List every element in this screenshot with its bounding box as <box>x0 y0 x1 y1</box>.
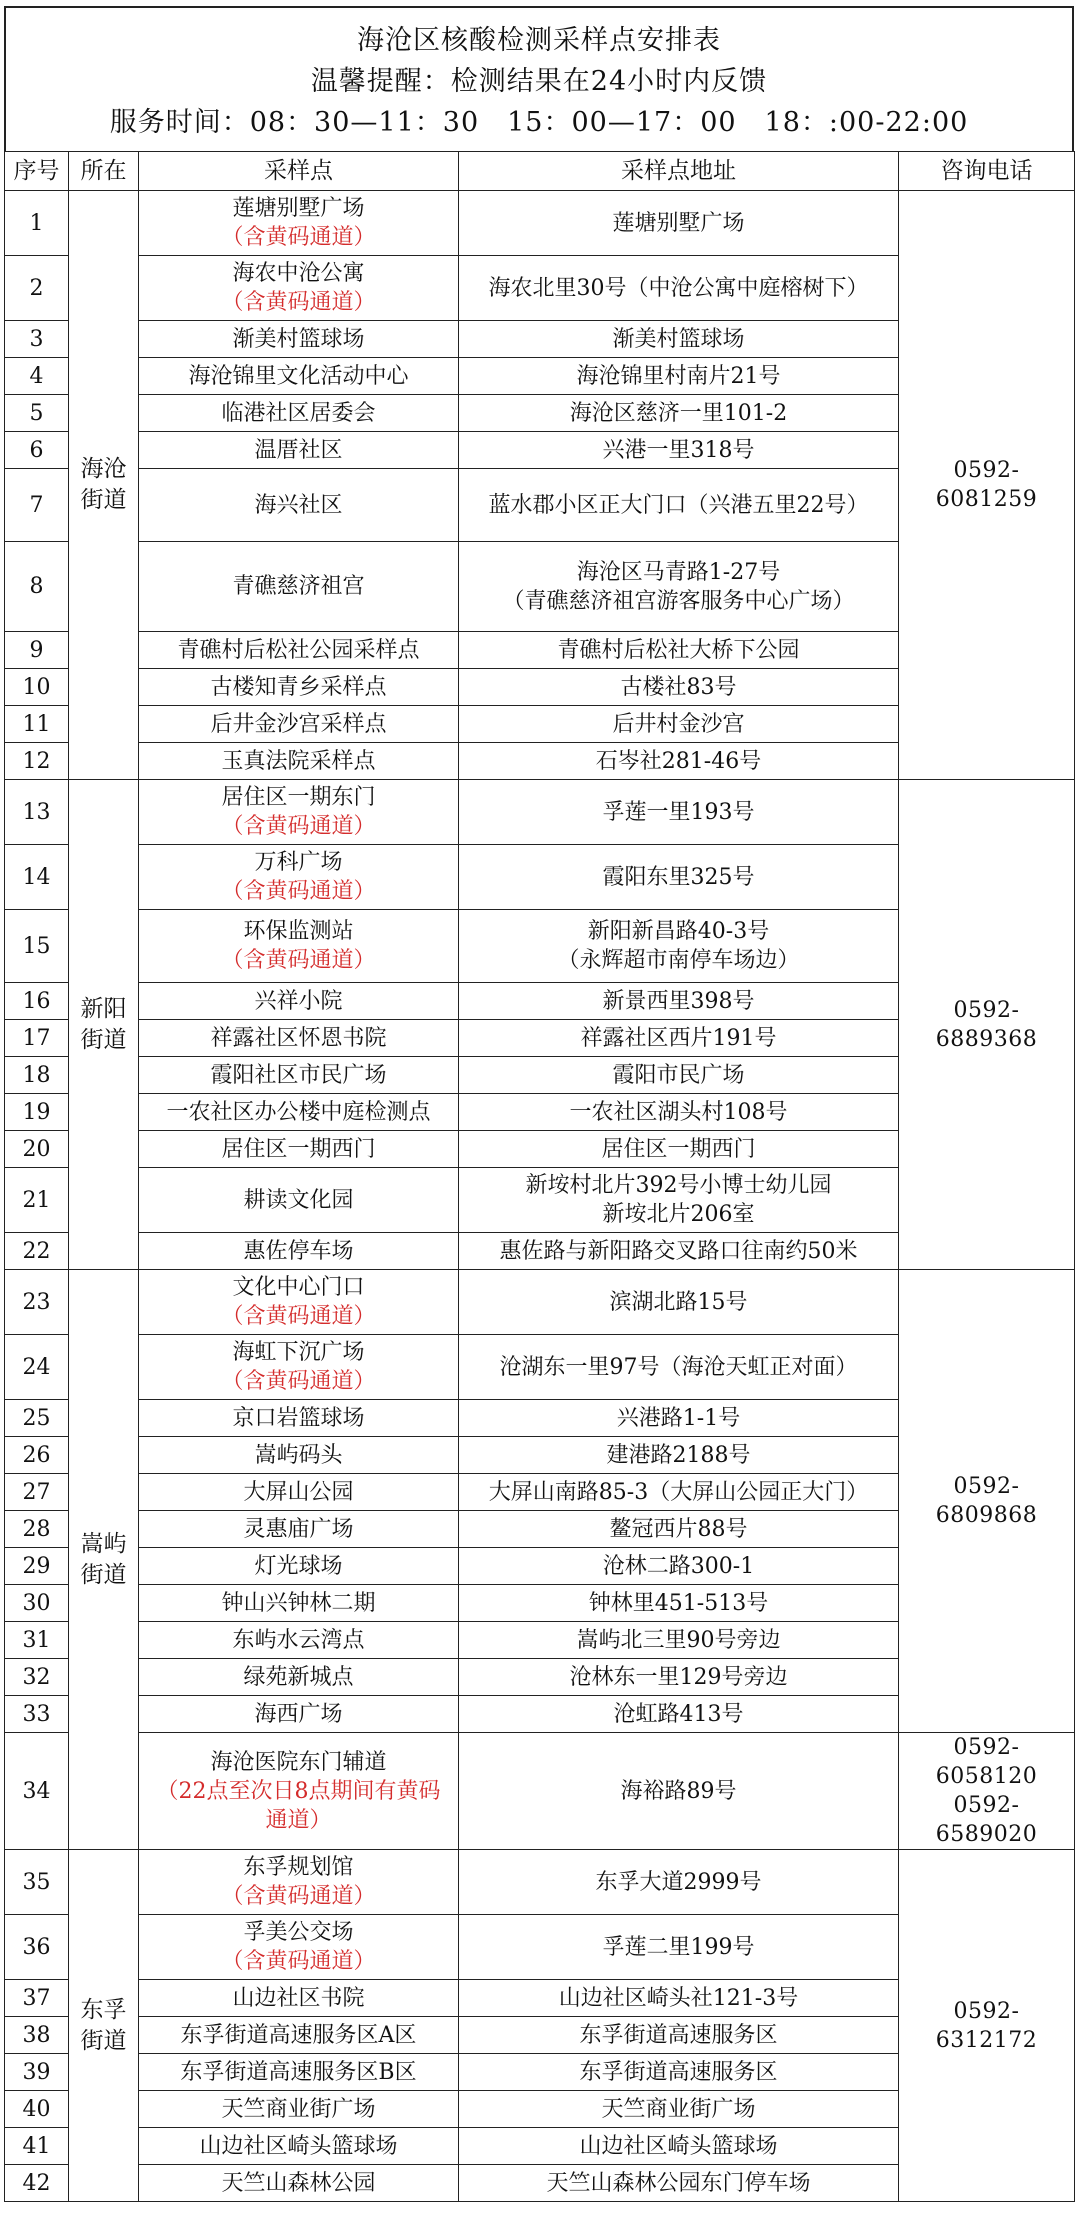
site-name-cell <box>139 432 459 469</box>
site-name-cell <box>139 1335 459 1400</box>
street-cell <box>69 1270 139 1850</box>
site-address <box>459 1850 899 1915</box>
row-number: 9 <box>5 632 69 669</box>
site-name-cell <box>139 2091 459 2128</box>
site-name: 莲塘别墅广场 <box>232 196 365 221</box>
site-address <box>459 321 899 358</box>
site-name-cell <box>139 632 459 669</box>
site-name-cell <box>139 1850 459 1915</box>
col-header-address: 采样点地址 <box>459 152 899 191</box>
site-name-cell <box>139 1659 459 1696</box>
row-number: 16 <box>5 983 69 1020</box>
site-name: 兴祥小院 <box>254 988 343 1014</box>
site-name-cell <box>139 743 459 780</box>
address-line: 古楼社83号 <box>620 674 737 700</box>
site-name-cell <box>139 1585 459 1622</box>
address-line: 惠佐路与新阳路交叉路口往南约50米 <box>499 1238 858 1264</box>
site-name: 万科广场 <box>254 850 343 875</box>
site-name-cell <box>139 2054 459 2091</box>
site-name: 天竺商业街广场 <box>221 2096 376 2122</box>
site-name: 玉真法院采样点 <box>221 748 376 774</box>
phone-number: 0592-6889368 <box>935 997 1038 1052</box>
site-name-cell <box>139 191 459 256</box>
table-row <box>5 1850 1075 1915</box>
row-number: 35 <box>5 1850 69 1915</box>
phone-number: 0592-6081259 <box>935 458 1038 512</box>
address-line: 青礁村后松社大桥下公园 <box>557 637 800 663</box>
street-name-line: 新阳 <box>80 995 127 1022</box>
table-row <box>5 1733 1075 1850</box>
address-line: 霞阳市民广场 <box>612 1062 745 1088</box>
site-name: 临港社区居委会 <box>221 400 376 426</box>
site-name-cell <box>139 2165 459 2202</box>
site-address <box>459 910 899 983</box>
site-name-cell <box>139 1980 459 2017</box>
site-address <box>459 2091 899 2128</box>
site-name-cell <box>139 542 459 632</box>
site-address <box>459 1335 899 1400</box>
site-name: 祥露社区怀恩书院 <box>210 1025 387 1051</box>
row-number: 36 <box>5 1915 69 1980</box>
phone-cell <box>899 1270 1075 1733</box>
site-name: 京口岩篮球场 <box>232 1405 365 1431</box>
row-number: 37 <box>5 1980 69 2017</box>
row-number: 30 <box>5 1585 69 1622</box>
col-header-phone: 咨询电话 <box>899 152 1075 191</box>
yellow-code-note: （含黄码通道） <box>221 879 376 904</box>
row-number: 34 <box>5 1733 69 1850</box>
site-name-cell <box>139 910 459 983</box>
address-line: 海裕路89号 <box>620 1778 737 1804</box>
address-line: 兴港一里318号 <box>602 437 755 463</box>
site-address <box>459 1659 899 1696</box>
site-address <box>459 1696 899 1733</box>
site-name-cell <box>139 1094 459 1131</box>
site-name-cell <box>139 706 459 743</box>
address-line: 鳌冠西片88号 <box>609 1516 748 1542</box>
yellow-code-note: （含黄码通道） <box>221 1884 376 1909</box>
address-line: 沧湖东一里97号（海沧天虹正对面） <box>499 1354 858 1380</box>
site-name-cell <box>139 1696 459 1733</box>
table-row <box>5 191 1075 256</box>
address-line: 莲塘别墅广场 <box>612 210 745 236</box>
address-line: 孚莲二里199号 <box>602 1934 755 1960</box>
row-number: 5 <box>5 395 69 432</box>
row-number: 24 <box>5 1335 69 1400</box>
site-name: 海沧锦里文化活动中心 <box>188 363 409 389</box>
site-name: 灯光球场 <box>254 1553 343 1579</box>
site-name: 文化中心门口 <box>232 1275 365 1300</box>
phone-number: 0592-6312172 <box>935 1998 1038 2053</box>
address-line: 山边社区崎头篮球场 <box>579 2133 778 2159</box>
sheet-header <box>4 6 1074 151</box>
site-name: 山边社区崎头篮球场 <box>199 2133 398 2159</box>
address-line: 新垵村北片392号小博士幼儿园 <box>525 1173 832 1198</box>
address-line: 海沧锦里村南片21号 <box>576 363 781 389</box>
site-address <box>459 1057 899 1094</box>
row-number: 15 <box>5 910 69 983</box>
site-name: 青礁慈济祖宫 <box>232 574 365 599</box>
row-number: 40 <box>5 2091 69 2128</box>
row-number: 17 <box>5 1020 69 1057</box>
phone-number: 0592-6058120 <box>935 1735 1038 1789</box>
address-line: 建港路2188号 <box>606 1442 751 1468</box>
site-name-cell <box>139 669 459 706</box>
site-address <box>459 2165 899 2202</box>
site-address <box>459 1622 899 1659</box>
table-row <box>5 1270 1075 1335</box>
phone-number: 0592-6809868 <box>935 1474 1038 1528</box>
row-number: 10 <box>5 669 69 706</box>
site-name-cell <box>139 1400 459 1437</box>
site-name-cell <box>139 1437 459 1474</box>
address-line: 蓝水郡小区正大门口（兴港五里22号） <box>488 492 869 518</box>
row-number: 39 <box>5 2054 69 2091</box>
col-header-no: 序号 <box>5 152 69 191</box>
address-line: 后井村金沙宫 <box>612 711 745 737</box>
site-name-cell <box>139 1057 459 1094</box>
row-number: 8 <box>5 542 69 632</box>
street-name-line: 街道 <box>80 1026 127 1053</box>
row-number: 11 <box>5 706 69 743</box>
site-name: 天竺山森林公园 <box>221 2170 376 2196</box>
address-line: 一农社区湖头村108号 <box>569 1099 788 1125</box>
street-name-line: 街道 <box>80 1561 127 1588</box>
row-number: 41 <box>5 2128 69 2165</box>
site-name-cell <box>139 1233 459 1270</box>
site-name: 灵惠庙广场 <box>243 1516 354 1542</box>
phone-cell <box>899 1850 1075 2202</box>
row-number: 26 <box>5 1437 69 1474</box>
row-number: 42 <box>5 2165 69 2202</box>
row-number: 29 <box>5 1548 69 1585</box>
address-line: 山边社区崎头社121-3号 <box>558 1985 799 2011</box>
site-name: 耕读文化园 <box>243 1187 354 1213</box>
address-line: 大屏山南路85-3（大屏山公园正大门） <box>488 1479 869 1505</box>
address-line: 海沧区慈济一里101-2 <box>569 400 788 426</box>
site-address <box>459 1474 899 1511</box>
site-name: 东孚街道高速服务区B区 <box>180 2059 417 2085</box>
site-address <box>459 1437 899 1474</box>
row-number: 12 <box>5 743 69 780</box>
site-name: 海沧医院东门辅道 <box>210 1749 387 1775</box>
row-number: 2 <box>5 256 69 321</box>
site-address <box>459 632 899 669</box>
site-name: 居住区一期西门 <box>221 1136 376 1162</box>
site-name: 绿苑新城点 <box>243 1664 354 1690</box>
address-line: 沧虹路413号 <box>613 1701 744 1727</box>
site-name-cell <box>139 321 459 358</box>
site-name: 钟山兴钟林二期 <box>221 1590 376 1616</box>
yellow-code-note: （含黄码通道） <box>221 225 376 250</box>
site-name-cell <box>139 1020 459 1057</box>
site-name: 温厝社区 <box>254 437 343 463</box>
site-name: 大屏山公园 <box>243 1479 354 1505</box>
row-number: 18 <box>5 1057 69 1094</box>
sampling-points-table <box>4 151 1075 2202</box>
site-name-cell <box>139 395 459 432</box>
site-name: 嵩屿码头 <box>254 1442 343 1468</box>
site-name-cell <box>139 358 459 395</box>
row-number: 13 <box>5 780 69 845</box>
row-number: 21 <box>5 1168 69 1233</box>
site-address <box>459 1915 899 1980</box>
site-name-cell <box>139 1622 459 1659</box>
address-line: 渐美村篮球场 <box>612 326 745 352</box>
col-header-site: 采样点 <box>139 152 459 191</box>
address-line: 兴港路1-1号 <box>616 1405 741 1431</box>
site-address <box>459 706 899 743</box>
street-name-line: 街道 <box>80 2027 127 2054</box>
table-row <box>5 780 1075 845</box>
site-name-cell <box>139 780 459 845</box>
site-name-cell <box>139 1131 459 1168</box>
site-address <box>459 1511 899 1548</box>
row-number: 22 <box>5 1233 69 1270</box>
site-address <box>459 1585 899 1622</box>
row-number: 19 <box>5 1094 69 1131</box>
address-line: 石岑社281-46号 <box>595 748 762 774</box>
site-address <box>459 358 899 395</box>
site-name: 东孚规划馆 <box>243 1855 354 1880</box>
site-name-cell <box>139 2128 459 2165</box>
site-name: 环保监测站 <box>243 919 354 944</box>
site-address <box>459 983 899 1020</box>
site-address <box>459 780 899 845</box>
street-name-line: 嵩屿 <box>80 1530 127 1557</box>
address-line: 居住区一期西门 <box>601 1136 756 1162</box>
address-line: 滨湖北路15号 <box>609 1289 748 1315</box>
site-name-cell <box>139 1270 459 1335</box>
site-name: 海西广场 <box>254 1701 343 1727</box>
site-name: 霞阳社区市民广场 <box>210 1062 387 1088</box>
site-address <box>459 845 899 910</box>
site-name: 山边社区书院 <box>232 1985 365 2011</box>
row-number: 38 <box>5 2017 69 2054</box>
yellow-code-note: （含黄码通道） <box>221 1304 376 1329</box>
yellow-code-note: （含黄码通道） <box>221 290 376 315</box>
site-name: 青礁村后松社公园采样点 <box>177 637 420 663</box>
row-number: 33 <box>5 1696 69 1733</box>
site-address <box>459 2128 899 2165</box>
site-address <box>459 743 899 780</box>
street-name-line: 街道 <box>80 487 127 513</box>
street-name-line: 东孚 <box>80 1996 127 2023</box>
site-address <box>459 2017 899 2054</box>
street-cell <box>69 1850 139 2202</box>
site-name-cell <box>139 1168 459 1233</box>
sheet-title: 海沧区核酸检测采样点安排表 <box>357 25 721 56</box>
site-address <box>459 1233 899 1270</box>
site-address <box>459 1548 899 1585</box>
site-address <box>459 1094 899 1131</box>
site-address <box>459 1400 899 1437</box>
site-name: 孚美公交场 <box>243 1920 354 1945</box>
site-address <box>459 1168 899 1233</box>
row-number: 27 <box>5 1474 69 1511</box>
address-line: 祥露社区西片191号 <box>580 1025 777 1051</box>
address-line: 海农北里30号（中沧公寓中庭榕树下） <box>488 275 869 301</box>
yellow-code-note: 通道） <box>265 1807 332 1833</box>
site-address <box>459 669 899 706</box>
address-line: 东孚街道高速服务区 <box>579 2022 778 2048</box>
site-name-cell <box>139 845 459 910</box>
site-address <box>459 542 899 632</box>
yellow-code-note: （含黄码通道） <box>221 814 376 839</box>
row-number: 32 <box>5 1659 69 1696</box>
street-name-line: 海沧 <box>80 456 127 482</box>
site-name-cell <box>139 2017 459 2054</box>
site-name: 后井金沙宫采样点 <box>210 711 387 737</box>
yellow-code-note: （22点至次日8点期间有黄码 <box>156 1778 441 1804</box>
site-address <box>459 191 899 256</box>
phone-cell <box>899 191 1075 780</box>
row-number: 31 <box>5 1622 69 1659</box>
site-name-cell <box>139 1511 459 1548</box>
site-address <box>459 1980 899 2017</box>
street-cell <box>69 780 139 1270</box>
yellow-code-note: （含黄码通道） <box>221 1949 376 1974</box>
site-address <box>459 1131 899 1168</box>
site-name: 东屿水云湾点 <box>232 1627 365 1653</box>
address-line: 天竺商业街广场 <box>601 2096 756 2122</box>
site-name: 惠佐停车场 <box>243 1238 354 1264</box>
row-number: 4 <box>5 358 69 395</box>
site-address <box>459 256 899 321</box>
site-name: 海兴社区 <box>254 492 343 518</box>
phone-cell <box>899 780 1075 1270</box>
site-name: 海虹下沉广场 <box>232 1340 365 1365</box>
yellow-code-note: （含黄码通道） <box>221 1369 376 1394</box>
address-line: 嵩屿北三里90号旁边 <box>576 1627 781 1653</box>
row-number: 23 <box>5 1270 69 1335</box>
table-header-row <box>5 152 1075 191</box>
site-address <box>459 395 899 432</box>
address-line: 海沧区马青路1-27号 <box>576 559 781 585</box>
address-line: 天竺山森林公园东门停车场 <box>546 2170 811 2196</box>
site-address <box>459 1020 899 1057</box>
schedule-sheet <box>4 6 1074 2202</box>
site-address <box>459 432 899 469</box>
site-name: 一农社区办公楼中庭检测点 <box>166 1099 431 1125</box>
address-line: 东孚大道2999号 <box>595 1869 762 1895</box>
site-name-cell <box>139 1915 459 1980</box>
site-address <box>459 469 899 542</box>
address-line: 霞阳东里325号 <box>602 864 755 890</box>
yellow-code-note: （含黄码通道） <box>221 948 376 973</box>
site-name: 东孚街道高速服务区A区 <box>180 2022 417 2048</box>
site-name-cell <box>139 1474 459 1511</box>
site-name-cell <box>139 983 459 1020</box>
site-name: 古楼知青乡采样点 <box>210 674 387 700</box>
site-name: 渐美村篮球场 <box>232 326 365 352</box>
col-header-street: 所在 <box>69 152 139 191</box>
address-line: 钟林里451-513号 <box>588 1590 769 1616</box>
site-name: 居住区一期东门 <box>221 785 376 810</box>
service-hours: 服务时间：08：30—11：30 15：00—17：00 18：:00-22:00 <box>109 107 969 138</box>
address-line: 沧林东一里129号旁边 <box>569 1664 788 1690</box>
row-number: 14 <box>5 845 69 910</box>
site-name: 海农中沧公寓 <box>232 261 365 286</box>
phone-cell <box>899 1733 1075 1850</box>
row-number: 6 <box>5 432 69 469</box>
site-address <box>459 2054 899 2091</box>
site-name-cell <box>139 256 459 321</box>
table-body <box>5 191 1075 2202</box>
site-address <box>459 1270 899 1335</box>
row-number: 20 <box>5 1131 69 1168</box>
row-number: 1 <box>5 191 69 256</box>
site-address <box>459 1733 899 1850</box>
address-line: 东孚街道高速服务区 <box>579 2059 778 2085</box>
row-number: 7 <box>5 469 69 542</box>
phone-number: 0592-6589020 <box>935 1793 1038 1847</box>
site-name-cell <box>139 1548 459 1585</box>
row-number: 28 <box>5 1511 69 1548</box>
address-line: 孚莲一里193号 <box>602 799 755 825</box>
site-name-cell <box>139 469 459 542</box>
row-number: 25 <box>5 1400 69 1437</box>
address-line: （永辉超市南停车场边） <box>557 948 800 973</box>
address-line: 新景西里398号 <box>602 988 755 1014</box>
address-line: 新垵北片206室 <box>602 1202 755 1227</box>
row-number: 3 <box>5 321 69 358</box>
address-line: 沧林二路300-1 <box>602 1553 755 1579</box>
sheet-notice: 温馨提醒：检测结果在24小时内反馈 <box>310 66 768 97</box>
address-line: （青礁慈济祖宫游客服务中心广场） <box>502 588 855 614</box>
street-cell <box>69 191 139 780</box>
address-line: 新阳新昌路40-3号 <box>587 919 770 944</box>
site-name-cell <box>139 1733 459 1850</box>
